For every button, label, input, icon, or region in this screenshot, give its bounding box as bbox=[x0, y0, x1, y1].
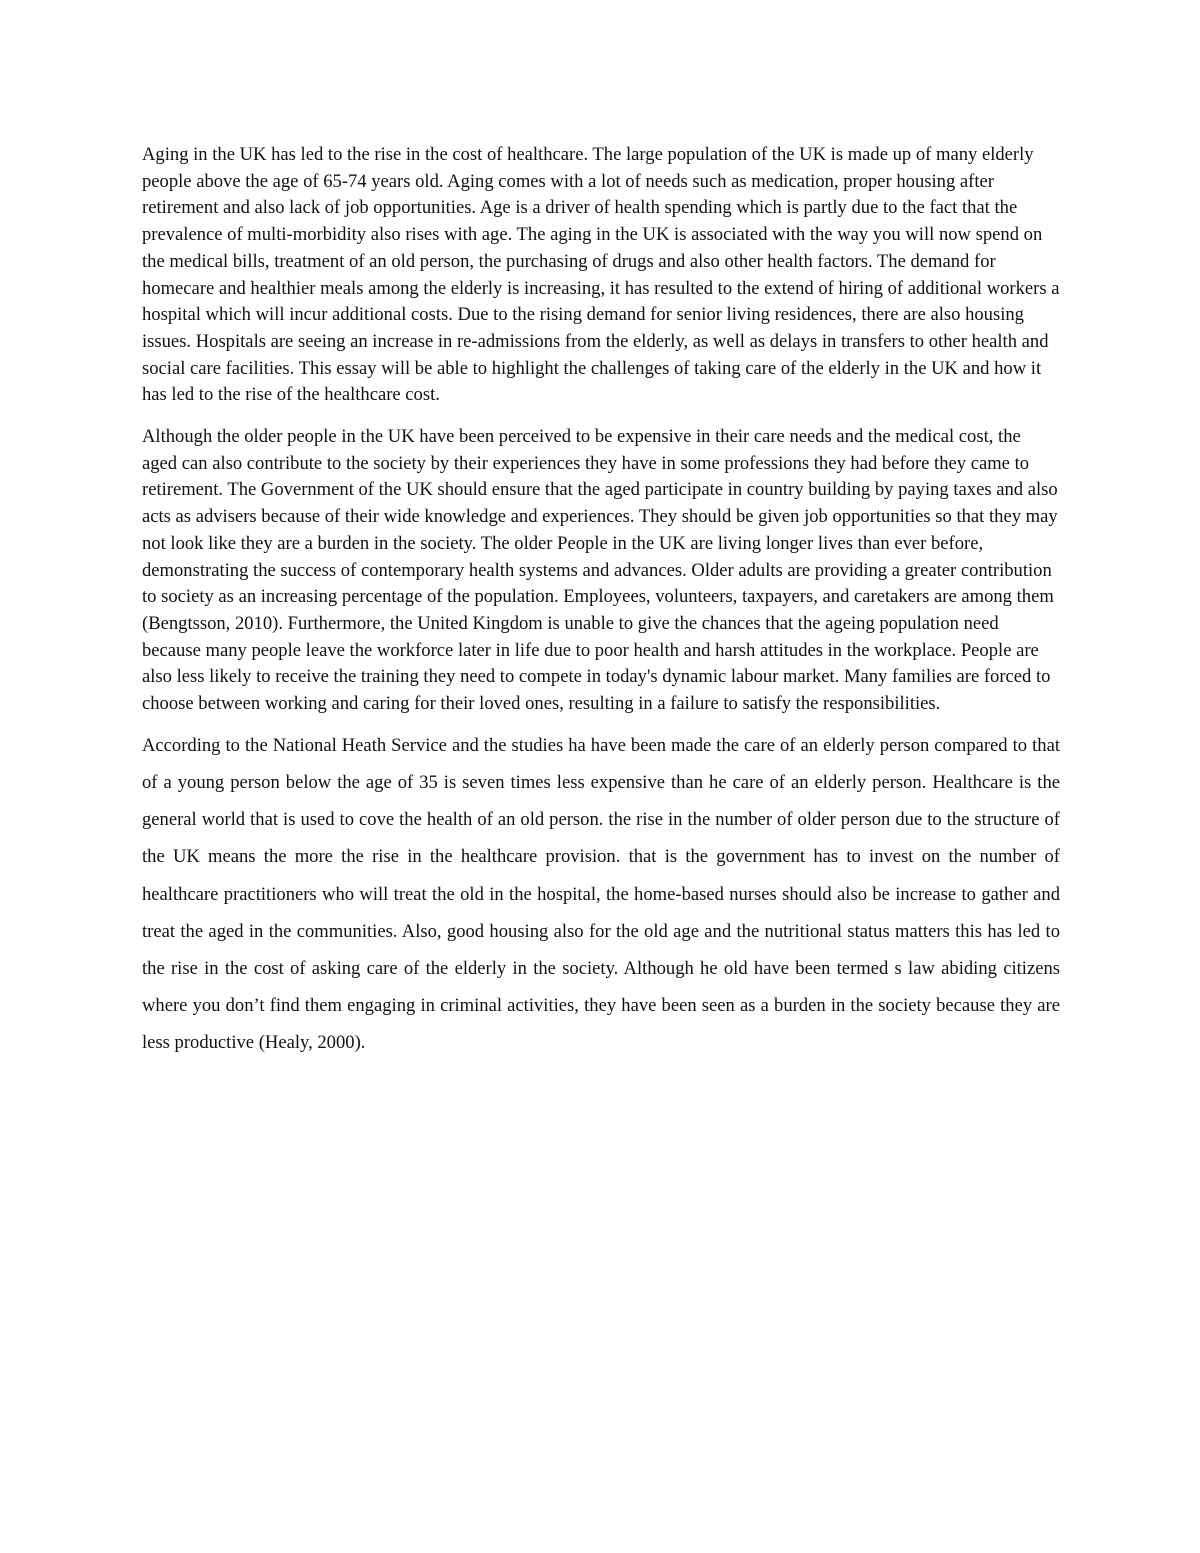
paragraph-elderly-contribution: Although the older people in the UK have been perceived to be expensive in their care needs and the medical cost, the aged can also contribute to the society by their experiences they have in some professions they had before they came to retirement. The Government of the UK should ensure that the aged participate in country building by paying taxes and also acts as advisers because of their wide knowledge and experiences. They should be given job opportunities so that they may not look like they are a burden in the society. The older People in the UK are living longer lives than ever before, demonstrating the success of contemporary health systems and advances. Older adults are providing a greater contribution to society as an increasing percentage of the population. Employees, volunteers, taxpayers, and caretakers are among them (Bengtsson, 2010). Furthermore, the United Kingdom is unable to give the chances that the ageing population need because many people leave the workforce later in life due to poor health and harsh attitudes in the workplace. People are also less likely to receive the training they need to compete in today's dynamic labour market. Many families are forced to choose between working and caring for their loved ones, resulting in a failure to satisfy the responsibilities. bbox=[142, 426, 1058, 715]
document-body bbox=[142, 142, 1060, 1062]
paragraph-nhs-healthcare: According to the National Heath Service and the studies ha have been made the care of an elderly person compared to that of a young person below the age of 35 is seven times less expensive than he care of an elderly person. Healthcare is the general world that is used to cove the health of an old person. the rise in the number of older person due to the structure of the UK means the more the rise in the healthcare provision. that is the government has to invest on the number of healthcare practitioners who will treat the old in the hospital, the home-based nurses should also be increase to gather and treat the aged in the communities. Also, good housing also for the old age and the nutritional status matters this has led to the rise in the cost of asking care of the elderly in the society. Although he old have been termed s law abiding citizens where you don’t find them engaging in criminal activities, they have been seen as a burden in the society because they are less productive (Healy, 2000). bbox=[142, 734, 1060, 1054]
paragraph-aging-cost: Aging in the UK has led to the rise in the cost of healthcare. The large population of the UK is made up of many elderly people above the age of 65-74 years old. Aging comes with a lot of needs such as medication, proper housing after retirement and also lack of job opportunities. Age is a driver of health spending which is partly due to the fact that the prevalence of multi-morbidity also rises with age. The aging in the UK is associated with the way you will now spend on the medical bills, treatment of an old person, the purchasing of drugs and also other health factors. The demand for homecare and healthier meals among the elderly is increasing, it has resulted to the extend of hiring of additional workers a hospital which will incur additional costs. Due to the rising demand for senior living residences, there are also housing issues. Hospitals are seeing an increase in re-admissions from the elderly, as well as delays in transfers to other health and social care facilities. This essay will be able to highlight the challenges of taking care of the elderly in the UK and how it has led to the rise of the healthcare cost. bbox=[142, 144, 1060, 406]
